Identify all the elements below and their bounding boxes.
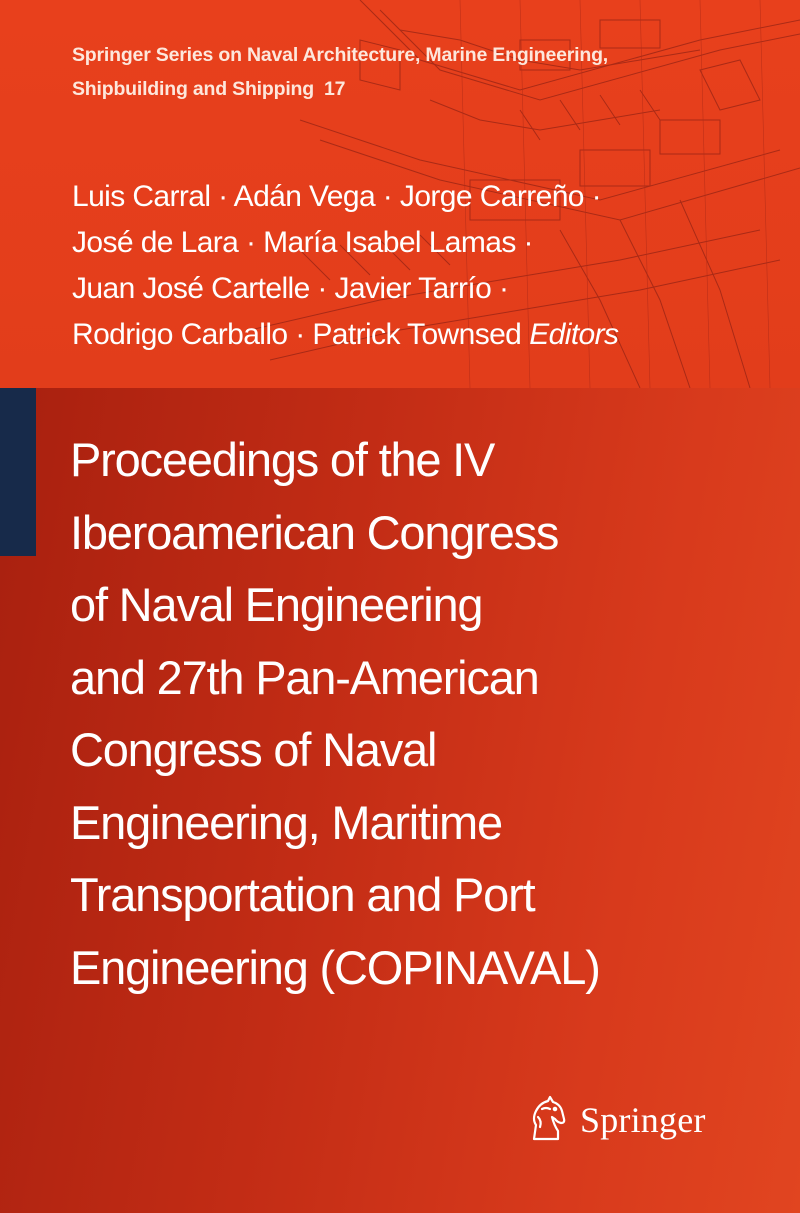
title-line: Proceedings of the IV (70, 433, 495, 486)
series-volume: 17 (323, 78, 346, 100)
editors-line-3: Juan José Cartelle · Javier Tarrío · (72, 272, 509, 305)
book-title (70, 424, 790, 1004)
publisher-logo (524, 1092, 706, 1148)
series-line-1: Springer Series on Naval Architecture, Marine Engineering, (72, 44, 608, 66)
title-line: Congress of Naval (70, 723, 437, 776)
title-line: and 27th Pan-American (70, 650, 539, 704)
accent-bar (0, 388, 36, 556)
editors-line-1: Luis Carral · Adán Vega · Jorge Carreño · (72, 180, 602, 213)
title-line: Engineering (COPINAVAL) (70, 940, 600, 994)
editors-line-4 (72, 312, 792, 358)
editors-line-2: José de Lara · María Isabel Lamas · (72, 226, 533, 259)
editors-line-4-names: Rodrigo Carballo · Patrick Townsed (72, 318, 522, 351)
title-line: Iberoamerican Congress (70, 505, 559, 559)
series-title (72, 38, 752, 106)
publisher-name: Springer (580, 1100, 706, 1140)
editors-block (72, 174, 792, 358)
title-line: Transportation and Port (70, 868, 535, 921)
title-line: Engineering, Maritime (70, 795, 502, 849)
series-line-2 (72, 72, 752, 106)
springer-horse-icon (524, 1095, 570, 1145)
editors-role: Editors (529, 318, 619, 351)
series-name-end: Shipbuilding and Shipping (72, 78, 314, 100)
title-line: of Naval Engineering (70, 578, 483, 631)
